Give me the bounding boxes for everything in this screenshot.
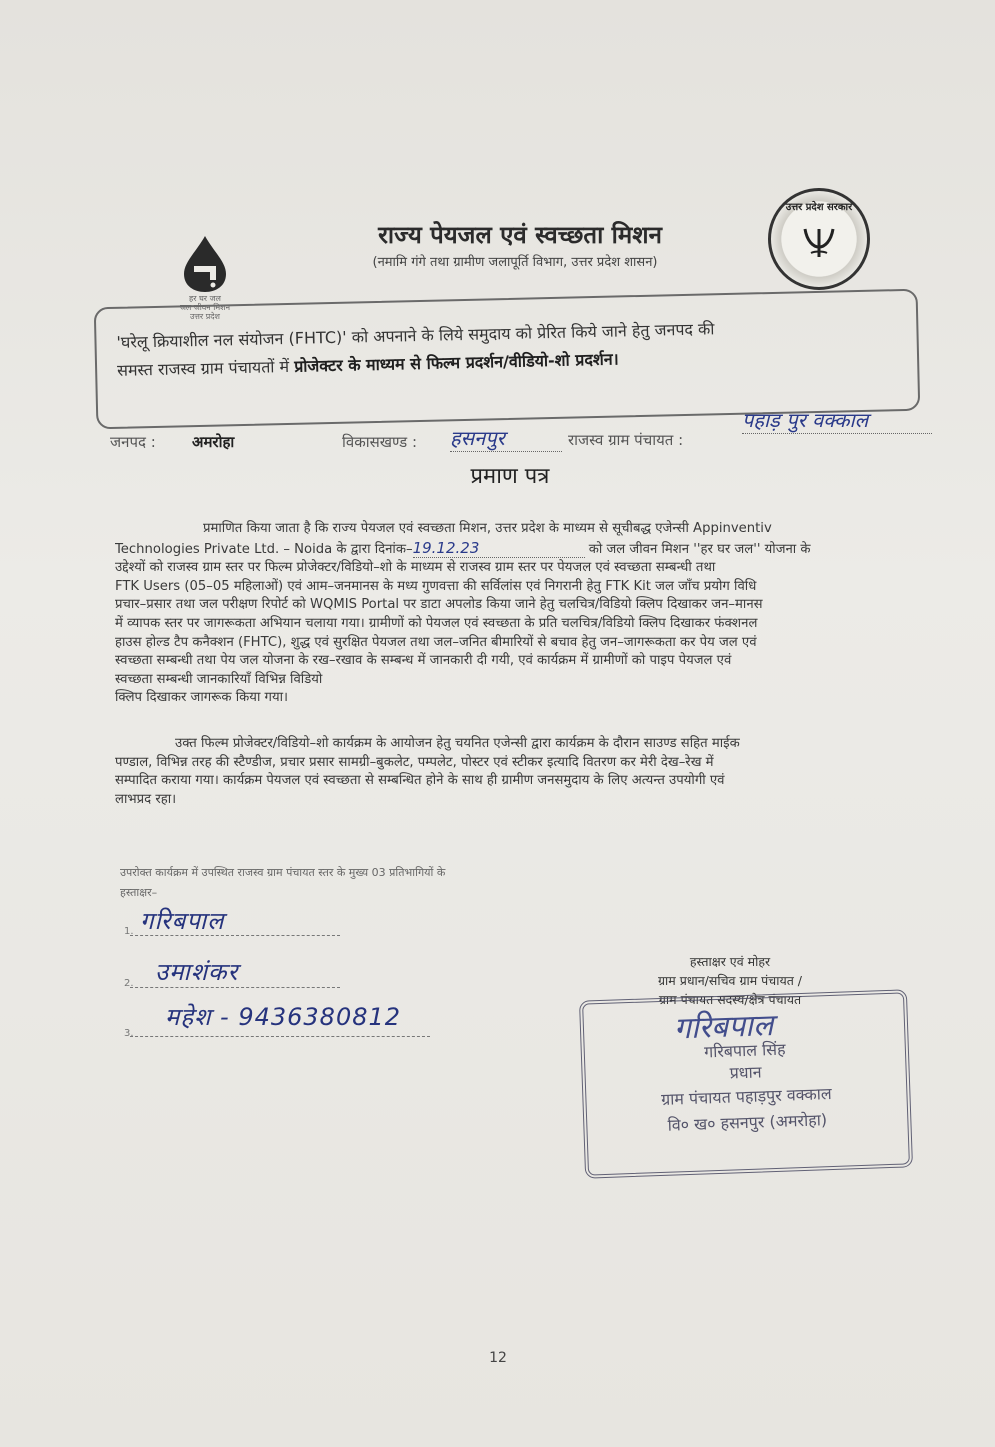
participants-intro: उपरोक्त कार्यक्रम में उपस्थित राजस्व ग्राम पंचायत स्तर के मुख्य 03 प्रतिभागियों के [120,866,446,879]
pradhan-signature: गरिबपाल [673,1008,774,1047]
participant-signature-2: उमाशंकर [155,958,239,986]
official-stamp [579,989,913,1178]
participant-signature-1: गरिबपाल [140,907,225,935]
district-value: अमरोहा [192,433,235,451]
para1-line: क्लिप दिखाकर जागरूक किया गया। [115,690,289,706]
banner-line-2-bold: प्रोजेक्टर के माध्यम से फिल्म प्रदर्शन/वीडियो-शो प्रदर्शन। [293,349,619,376]
banner-line-1: 'घरेलू क्रियाशील नल संयोजन (FHTC)' को अपनाने के लिये समुदाय को प्रेरित किये जाने हेतु जनपद की [116,319,715,352]
page-title: राज्य पेयजल एवं स्वच्छता मिशन [378,221,662,249]
para2-line: पण्डाल, विभिन्न तरह की स्टैण्डीज, प्रचार प्रसार सामग्री–बुकलेट, पम्पलेट, पोस्टर एवं स्टीकर इत्यादि वितरण कर मेरी देख–रेख में [115,754,714,770]
signatory-line-2: ग्राम प्रधान/सचिव ग्राम पंचायत / [657,973,803,988]
para1-l2a: Technologies Private Ltd. – Noida के द्वारा दिनांक– [115,541,413,557]
para1-line: प्रमाणित किया जाता है कि राज्य पेयजल एवं स्वच्छता मिशन, उत्तर प्रदेश के माध्यम से सूचीबद्ध एजेन्सी Appinventiv [203,521,772,536]
tagline-line: उत्तर प्रदेश [190,312,220,321]
para2-line: उक्त फिल्म प्रोजेक्टर/विडियो–शो कार्यक्रम के आयोजन हेतु चयनित एजेन्सी द्वारा कार्यक्रम के दौरान साउण्ड सहित माईक [175,736,740,751]
banner-line-2 [117,347,619,380]
participants-intro-2: हस्ताक्षर– [120,886,158,899]
stamp-line-1: गरिबपाल सिंह [703,1039,786,1062]
signature-line [130,1036,430,1037]
page-subtitle: (नमामि गंगे तथा ग्रामीण जलापूर्ति विभाग, उत्तर प्रदेश शासन) [372,255,658,270]
stamp-line-4: वि० ख० हसनपुर (अमरोहा) [667,1110,828,1135]
block-label: विकासखण्ड : [342,433,418,451]
emblem-icon [799,221,839,261]
para1-line: में व्यापक स्तर पर जागरूकता अभियान चलाया गया। ग्रामीणों को पेयजल एवं स्वच्छता के प्रति चलचित्र/विडियो क्लिप दिखाकर फंक्शनल [115,615,758,631]
para1-line: स्वच्छता सम्बन्धी जानकारियाँ विभिन्न विडियो [115,671,323,687]
page-number: 12 [489,1350,507,1366]
para2-line: लाभप्रद रहा। [115,791,177,807]
para1-line: प्रचार–प्रसार तथा जल परीक्षण रिपोर्ट को WQMIS Portal पर डाटा अपलोड किया जाने हेतु चलचित्र/विडियो क्लिप दिखाकर जन–मानस [115,597,763,613]
panchayat-label: राजस्व ग्राम पंचायत : [568,431,684,449]
signatory-line-1: हस्ताक्षर एवं मोहर [689,954,771,969]
location-fields [110,408,930,458]
up-government-seal [768,188,870,290]
signatory-line-3: ग्राम पंचायत सदस्य/क्षेत्र पंचायत [658,992,802,1007]
tagline-line: जल जीवन मिशन [179,303,231,312]
certificate-paragraph-2 [115,735,955,809]
stamp-line-3: ग्राम पंचायत पहाड़पुर वक्काल [660,1084,833,1109]
para1-line [115,539,955,560]
district-label: जनपद : [110,433,156,451]
block-value: हसनपुर [450,424,562,452]
para1-line: हाउस होल्ड टैप कनैक्शन (FHTC), शुद्ध एवं सुरक्षित पेयजल तथा जल–जनित बीमारियों से बचाव हेतु जन–जागरूकता कर पेय जल एवं [115,634,757,650]
para1-line: FTK Users (05–05 महिलाओं) एवं आम–जनमानस के मध्य गुणवत्ता की सर्विलांस एवं निगरानी हेतु FTK Kit जल जाँच प्रयोग विधि [115,578,757,594]
banner-line-2-plain: समस्त राजस्व ग्राम पंचायतों में [116,356,295,380]
participant-number: 3. [124,1028,134,1039]
tagline-line: हर घर जल [189,294,221,303]
para1-line: उद्देश्यों को राजस्व ग्राम स्तर पर फिल्म प्रोजेक्टर/विडियो–शो के माध्यम से राजस्व ग्राम स्तर पर पेयजल एवं स्वच्छता सम्बन्धी तथा [115,560,716,576]
stamp-line-2: प्रधान [729,1062,762,1083]
event-date: 19.12.23 [413,539,585,559]
water-drop-icon [160,232,250,294]
participant-number: 2. [124,978,134,989]
participant-number: 1. [124,926,134,937]
panchayat-value: पहाड़ पुर वक्काल [742,406,932,434]
para1-l2b: को जल जीवन मिशन ''हर घर जल'' योजना के [584,541,811,557]
seal-text: उत्तर प्रदेश सरकार [785,202,853,213]
para1-line: स्वच्छता सम्बन्धी तथा पेय जल योजना के रख–रखाव के सम्बन्ध में जानकारी दी गयी, एवं कार्यक्रम में ग्रामीणों को पाइप पेयजल एवं [115,653,732,669]
para2-line: सम्पादित कराया गया। कार्यक्रम पेयजल एवं स्वच्छता से सम्बन्धित होने के साथ ही ग्रामीण जनसमुदाय के लिए अत्यन्त उपयोगी एवं [115,773,725,789]
participant-signature-3: महेश - 9436380812 [165,1003,402,1031]
certificate-heading: प्रमाण पत्र [470,464,550,489]
certificate-paragraph-1 [115,520,955,708]
